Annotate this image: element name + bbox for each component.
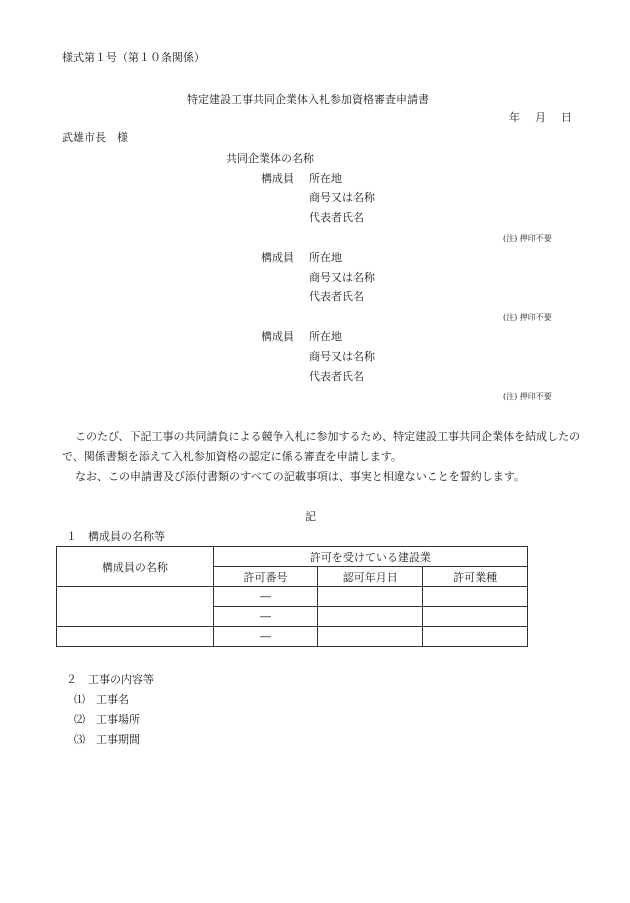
license-type-cell[interactable] [423,587,528,607]
representative-label: 代表者氏名 [309,370,364,383]
work-item-period: ⑶ 工事期間 [74,733,140,746]
header-member-name: 構成員の名称 [57,547,214,587]
document-title: 特定建設工事共同企業体入札参加資格審査申請書 [187,93,429,106]
work-item-name: ⑴ 工事名 [74,693,129,706]
table-row [57,627,528,647]
license-date-cell[interactable] [318,607,423,627]
trade-name-label: 商号又は名称 [309,191,375,204]
section2-heading: ２ 工事の内容等 [66,673,154,686]
member-label: 構成員 [261,251,294,264]
jv-name-label: 共同企業体の名称 [226,152,314,165]
license-number-cell[interactable]: ― [213,627,318,647]
representative-label: 代表者氏名 [309,211,364,224]
seal-note: (注) 押印不要 [503,234,552,243]
member-label: 構成員 [261,172,294,185]
seal-note: (注) 押印不要 [503,313,552,322]
header-license-date: 認可年月日 [318,567,423,587]
body-paragraph-2: なお、この申請書及び添付書類のすべての記載事項は、事実と相違ないことを誓約します。 [75,470,525,483]
header-license-group: 許可を受けている建設業 [213,547,527,567]
members-table [56,546,528,647]
license-date-cell[interactable] [318,627,423,647]
license-type-cell[interactable] [423,627,528,647]
license-number-cell[interactable]: ― [213,607,318,627]
member-name-cell[interactable] [57,587,214,627]
form-number: 様式第１号（第１０条関係） [62,51,205,64]
trade-name-label: 商号又は名称 [309,350,375,363]
license-type-cell[interactable] [423,607,528,627]
address-label: 所在地 [309,330,342,343]
ki-heading: 記 [305,510,316,523]
member-label: 構成員 [261,330,294,343]
representative-label: 代表者氏名 [309,290,364,303]
address-label: 所在地 [309,172,342,185]
header-license-number: 許可番号 [213,567,318,587]
member-name-cell[interactable] [57,627,214,647]
address-label: 所在地 [309,251,342,264]
trade-name-label: 商号又は名称 [309,271,375,284]
addressee: 武雄市長 様 [62,131,128,144]
body-paragraph-1: このたび、下記工事の共同請負による競争入札に参加するため、特定建設工事共同企業体を結成したので、関係書類を添えて入札参加資格の認定に係る審査を申請します。 [62,430,581,463]
seal-note: (注) 押印不要 [503,392,552,401]
section1-heading: １ 構成員の名称等 [66,530,165,543]
license-date-cell[interactable] [318,587,423,607]
table-header-row [57,547,528,567]
license-number-cell[interactable]: ― [213,587,318,607]
header-license-type: 許可業種 [423,567,528,587]
table-row [57,587,528,607]
work-item-location: ⑵ 工事場所 [74,713,140,726]
date-line: 年 月 日 [509,111,574,124]
